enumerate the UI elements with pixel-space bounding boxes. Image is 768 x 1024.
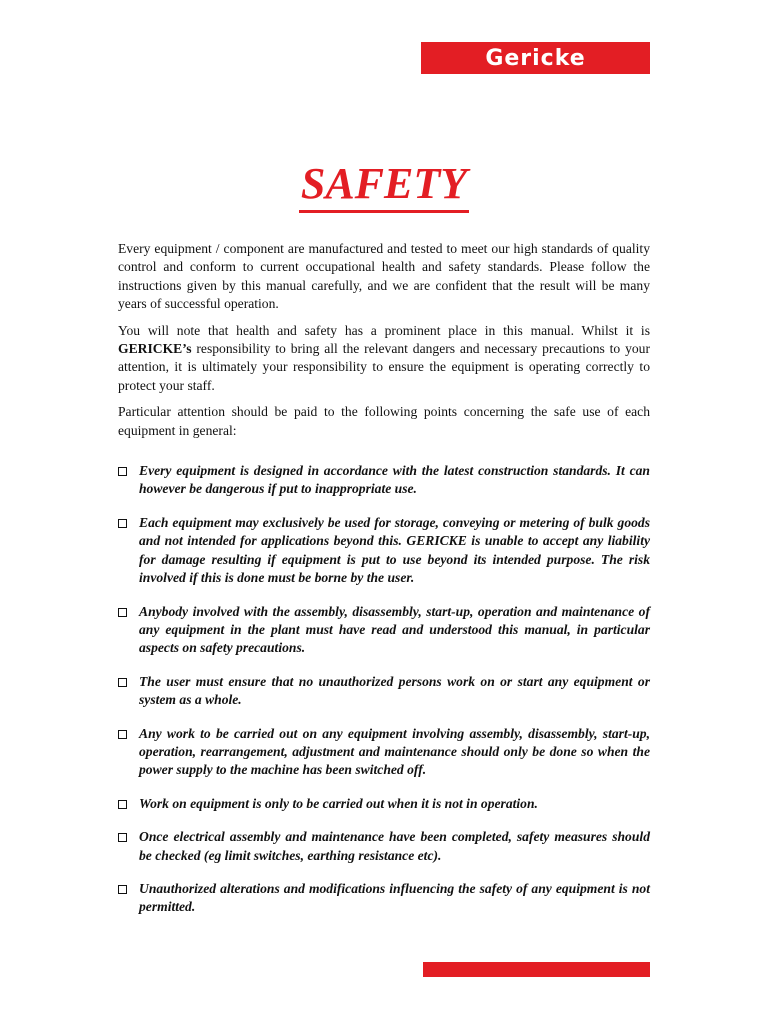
list-item-text: Anybody involved with the assembly, disassembly, start-up, operation and maintenance of any equipment in the plant must have read and understood this manual, in particular aspects on safety precautions.	[139, 603, 650, 656]
list-item	[118, 514, 650, 588]
list-item-text: Once electrical assembly and maintenance have been completed, safety measures should be checked (eg limit switches, earthing resistance etc).	[139, 829, 650, 863]
list-item	[118, 880, 650, 917]
list-item-text: Any work to be carried out on any equipment involving assembly, disassembly, start-up, operation, rearrangement, adjustment and maintenance should only be done so when the power supply to the machine has been switched off.	[139, 725, 650, 778]
bullet-square-icon	[118, 800, 127, 809]
list-item	[118, 795, 650, 813]
intro-paragraph-1: Every equipment / component are manufactured and tested to meet our high standards of quality control and conform to current occupational health and safety standards. Please follow the instructions given by this manual carefully, and we are confident that the result will be many years of successful operation.	[118, 241, 650, 312]
bullet-square-icon	[118, 678, 127, 687]
list-item-text: Each equipment may exclusively be used for storage, conveying or metering of bulk goods and not intended for applications beyond this. GERICKE is unable to accept any liability for damage resulting if equipment is put to use beyond its intended purpose. The risk involved if this is done must be borne by the user.	[139, 514, 650, 586]
list-item	[118, 603, 650, 658]
intro-paragraph-2-company-name: GERICKE’s	[118, 341, 192, 357]
list-item	[118, 462, 650, 499]
bullet-square-icon	[118, 730, 127, 739]
list-item-text: The user must ensure that no unauthorized persons work on or start any equipment or system as a whole.	[139, 673, 650, 708]
intro-paragraph-3: Particular attention should be paid to the following points concerning the safe use of each equipment in general:	[118, 404, 650, 438]
intro-paragraph-2	[118, 322, 650, 396]
safety-points-list	[118, 462, 650, 917]
intro-paragraph-2-text-start: You will note that health and safety has a prominent place in this manual. Whilst it is	[118, 322, 650, 338]
bullet-square-icon	[118, 608, 127, 617]
gericke-logo	[421, 42, 650, 74]
list-item-text: Unauthorized alterations and modifications influencing the safety of any equipment is not permitted.	[139, 880, 650, 915]
bullet-square-icon	[118, 467, 127, 476]
page-title: SAFETY	[299, 160, 469, 213]
list-item-text: Every equipment is designed in accordance with the latest construction standards. It can however be dangerous if put to inappropriate use.	[139, 463, 650, 497]
list-item	[118, 828, 650, 865]
footer-red-bar	[423, 962, 650, 977]
list-item	[118, 725, 650, 780]
title-section	[0, 160, 768, 213]
logo-text: Gericke	[485, 45, 586, 71]
bullet-square-icon	[118, 833, 127, 842]
list-item-text: Work on equipment is only to be carried out when it is not in operation.	[139, 795, 538, 811]
intro-paragraph-2-text-end: responsibility to bring all the relevant dangers and necessary precautions to your attention, it is ultimately your responsibility to ensure the equipment is operating correctly to protect your staff.	[118, 341, 650, 393]
bullet-square-icon	[118, 519, 127, 528]
document-body	[118, 240, 650, 932]
list-item	[118, 673, 650, 710]
bullet-square-icon	[118, 885, 127, 894]
